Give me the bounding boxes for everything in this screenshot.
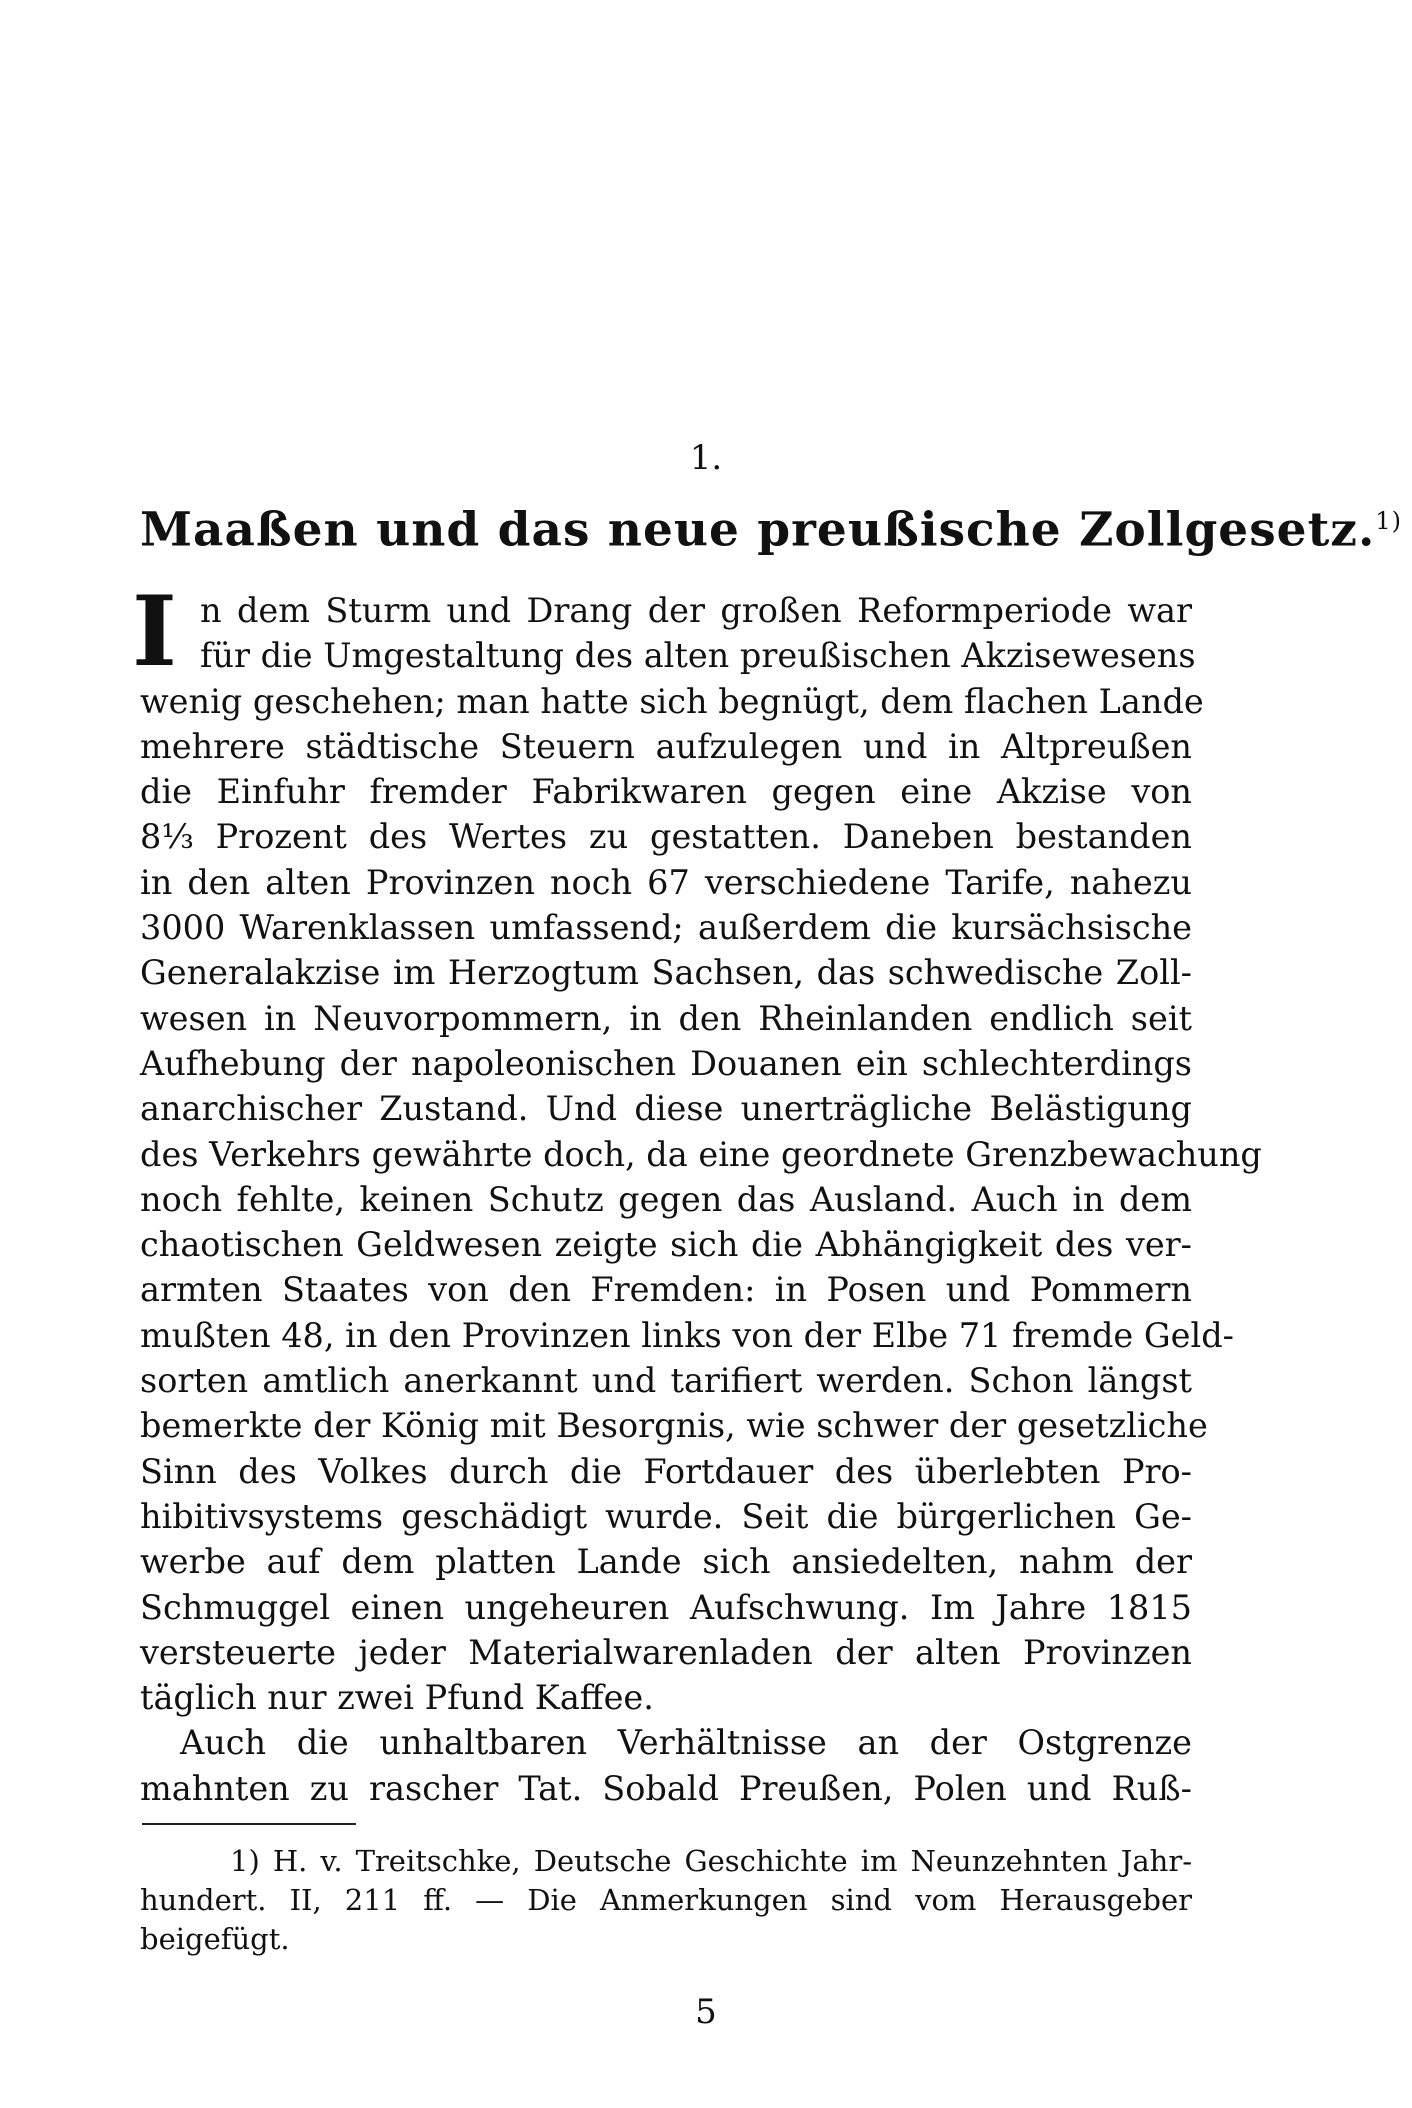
text-line: täglich nur zwei Pfund Kaffee. xyxy=(140,1678,654,1718)
footnote-line: beigefügt. xyxy=(140,1922,290,1956)
text-line: 3000 Warenklassen umfassend; außerdem die kursächsische xyxy=(140,908,1192,948)
text-line: mußten 48, in den Provinzen links von der Elbe 71 fremde Geld- xyxy=(140,1315,1234,1355)
chapter-title xyxy=(140,492,1402,560)
text-line: hibitivsystems geschädigt wurde. Seit die bürgerlichen Ge- xyxy=(140,1496,1192,1536)
text-line: n dem Sturm und Drang der großen Reformperiode war xyxy=(200,591,1192,630)
chapter-title-text: Maaßen und das neue preußische Zollgesetz. xyxy=(140,502,1376,558)
text-line: die Einfuhr fremder Fabrikwaren gegen eine Akzise von xyxy=(140,772,1192,812)
text-line: noch fehlte, keinen Schutz gegen das Ausland. Auch in dem xyxy=(140,1179,1192,1219)
text-line: für die Umgestaltung des alten preußischen Akzisewesens xyxy=(200,636,1196,676)
footnotes xyxy=(140,1842,1192,1959)
drop-cap: I xyxy=(132,575,177,688)
text-line: mahnten zu rascher Tat. Sobald Preußen, Polen und Ruß- xyxy=(140,1768,1192,1808)
text-line: Generalakzise im Herzogtum Sachsen, das schwedische Zoll- xyxy=(140,953,1192,993)
text-line: wenig geschehen; man hatte sich begnügt, dem flachen Lande xyxy=(140,681,1204,721)
text-line: mehrere städtische Steuern aufzulegen und in Altpreußen xyxy=(140,726,1192,766)
text-line: sorten amtlich anerkannt und tarifiert werden. Schon längst xyxy=(140,1361,1192,1401)
text-line: des Verkehrs gewährte doch, da eine geordnete Grenzbewachung xyxy=(140,1134,1262,1174)
text-line: armten Staates von den Fremden: in Posen und Pommern xyxy=(140,1270,1192,1310)
text-line: in den alten Provinzen noch 67 verschiedene Tarife, nahezu xyxy=(140,862,1192,902)
text-line: 8⅓ Prozent des Wertes zu gestatten. Daneben bestanden xyxy=(140,817,1192,857)
text-line: Auch die unhaltbaren Verhältnisse an der Ostgrenze xyxy=(180,1723,1192,1763)
text-line: versteuerte jeder Materialwarenladen der alten Provinzen xyxy=(140,1632,1192,1672)
footnote-line: hundert. II, 211 ff. — Die Anmerkungen sind vom Herausgeber xyxy=(140,1883,1192,1917)
text-line: Aufhebung der napoleonischen Douanen ein schlechterdings xyxy=(140,1043,1192,1083)
footnote-divider xyxy=(142,1823,356,1825)
chapter-number: 1. xyxy=(689,438,723,478)
text-line: Schmuggel einen ungeheuren Aufschwung. Im Jahre 1815 xyxy=(140,1587,1192,1627)
text-line: chaotischen Geldwesen zeigte sich die Abhängigkeit des ver- xyxy=(140,1225,1192,1265)
text-line: werbe auf dem platten Lande sich ansiedelten, nahm der xyxy=(140,1542,1192,1582)
page-number: 5 xyxy=(695,1992,717,2032)
text-line: wesen in Neuvorpommern, in den Rheinlanden endlich seit xyxy=(140,998,1192,1038)
text-line: Sinn des Volkes durch die Fortdauer des überlebten Pro- xyxy=(140,1451,1192,1491)
text-line: anarchischer Zustand. Und diese unerträgliche Belästigung xyxy=(140,1089,1192,1129)
body-text xyxy=(132,575,1262,1811)
text-line: bemerkte der König mit Besorgnis, wie schwer der gesetzliche xyxy=(140,1406,1208,1446)
title-footnote-marker: 1) xyxy=(1375,507,1402,535)
footnote-line: 1) H. v. Treitschke, Deutsche Geschichte im Neunzehnten Jahr- xyxy=(230,1844,1192,1878)
